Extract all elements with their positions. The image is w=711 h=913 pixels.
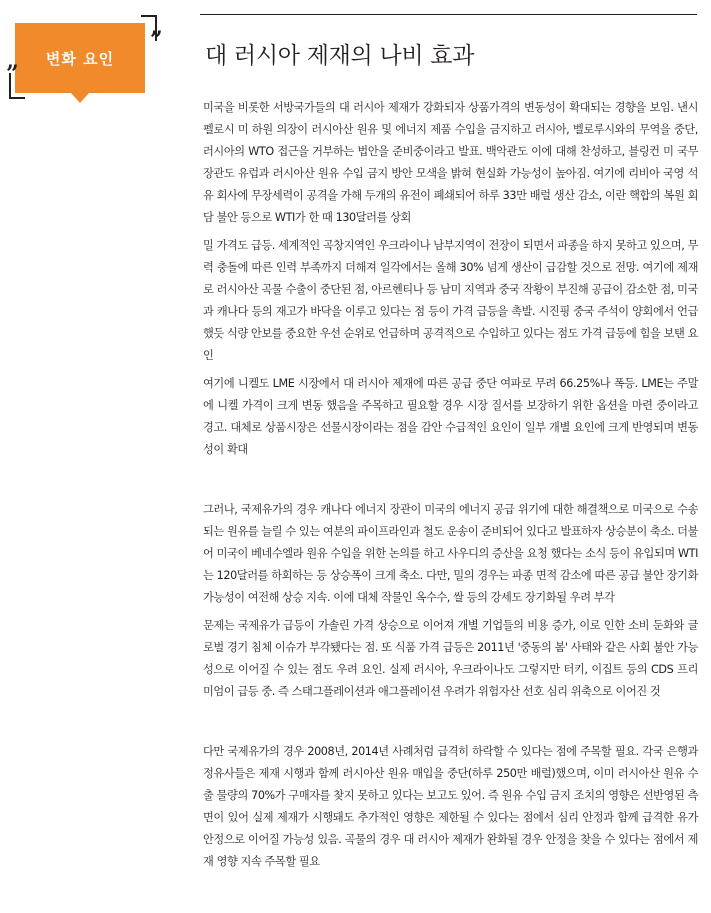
paragraph: 미국을 비롯한 서방국가들의 대 러시아 제재가 강화되자 상품가격의 변동성이 확대되는 경향을 보임. 낸시 펠로시 미 하원 의장이 러시아산 원유 및 에너지 제품 수입을 금지하고 러시아, 벨로루시와의 무역을 중단, 러시아의 WTO 접근을 거부하는 법안을 준비중이라고 발표. 백악관도 이에 대해 찬성하고, 블링컨 미 국무장관도 유럽과 러시아산 원유 수입 금지 방안 모색을 밝혀 현실화 가능성이 높아짐. 여기에 리비아 국영 석유 회사에 무장세력이 공격을 가해 두개의 유전이 폐쇄되어 하루 33만 배럴 생산 감소, 이란 핵합의 복원 회담 불안 등으로 WTI가 한 때 130달러를 상회	[203, 101, 698, 224]
callout-badge	[6, 15, 163, 101]
article-body	[203, 97, 698, 873]
close-quote-icon: ”	[150, 27, 163, 53]
paragraph: 그러나, 국제유가의 경우 캐나다 에너지 장관이 미국의 에너지 공급 위기에 대한 해결책으로 미국으로 수송되는 원유를 늘릴 수 있는 여분의 파이프라인과 철도 운송이 준비되어 있다고 발표하자 상승분이 축소. 더불어 미국이 베네수엘라 원유 수입을 위한 논의를 하고 사우디의 증산을 요청 했다는 소식 등이 유입되며 WTI는 120달러를 하회하는 등 상승폭이 크게 축소. 다만, 밀의 경우는 파종 면적 감소에 따른 공급 불안 장기화 가능성이 여전해 상승 지속. 이에 대체 작물인 옥수수, 쌀 등의 강세도 장기화될 우려 부각	[203, 503, 698, 604]
paragraph: 밀 가격도 급등. 세계적인 곡창지역인 우크라이나 남부지역이 전장이 되면서 파종을 하지 못하고 있으며, 무력 충돌에 따른 인력 부족까지 더해져 일각에서는 올해 30% 넘게 생산이 급감할 것으로 전망. 여기에 제재로 러시아산 곡물 수출이 중단된 점, 아르헨티나 등 남미 지역과 중국 작황이 부진해 공급이 감소한 점, 미국과 캐나다 등의 재고가 바닥을 이루고 있다는 점 등이 가격 급등을 촉발. 시진핑 중국 주석이 양회에서 언급했듯 식량 안보를 중요한 우선 순위로 언급하며 공격적으로 수입하고 있다는 점도 가격 급등에 힘을 보탠 요인	[203, 239, 698, 362]
paragraph: 다만 국제유가의 경우 2008년, 2014년 사례처럼 급격히 하락할 수 있다는 점에 주목할 필요. 각국 은행과 정유사들은 제재 시행과 함께 러시아산 원유 매입을 중단(하루 250만 배럴)했으며, 이미 러시아산 원유 수출 물량의 70%가 구매자를 찾지 못하고 있다는 보고도 있어. 즉 원유 수입 금지 조치의 영향은 선반영된 측면이 있어 실제 제재가 시행돼도 추가적인 영향은 제한될 수 있다는 점에서 심리 안정과 함께 급격한 유가 안정으로 이어질 가능성 있음. 곡물의 경우 대 러시아 제재가 완화될 경우 안정을 찾을 수 있다는 점에서 제재 영향 지속 주목할 필요	[203, 745, 698, 868]
paragraph: 문제는 국제유가 급등이 가솔린 가격 상승으로 이어져 개별 기업들의 비용 증가, 이로 인한 소비 둔화와 글로벌 경기 침체 이슈가 부각됐다는 점. 또 식품 가격 급등은 2011년 '중동의 봄' 사태와 같은 사회 불안 가능성으로 이어질 수 있는 점도 우려 요인. 실제 러시아, 우크라이나도 그렇지만 터키, 이집트 등의 CDS 프리미엄이 급등 중. 즉 스태그플레이션과 애그플레이션 우려가 위험자산 선호 심리 위축으로 이어진 것	[203, 619, 698, 698]
page-title: 대 러시아 제재의 나비 효과	[205, 43, 475, 70]
paragraph: 여기에 니켈도 LME 시장에서 대 러시아 제재에 따른 공급 중단 여파로 무려 66.25%나 폭등. LME는 주말에 니켈 가격이 크게 변동 했음을 주목하고 필요할 경우 시장 질서를 보장하기 위한 옵션을 마련 중이라고 경고. 대체로 상품시장은 선물시장이라는 점을 감안 수급적인 요인이 일부 개별 요인에 크게 반영되며 변동성이 확대	[203, 377, 698, 456]
callout-label-box	[15, 23, 145, 93]
open-quote-icon: ”	[6, 61, 19, 87]
callout-tail-icon	[71, 93, 89, 103]
title-rule	[200, 14, 697, 15]
callout-label: 변화 요인	[45, 49, 115, 68]
